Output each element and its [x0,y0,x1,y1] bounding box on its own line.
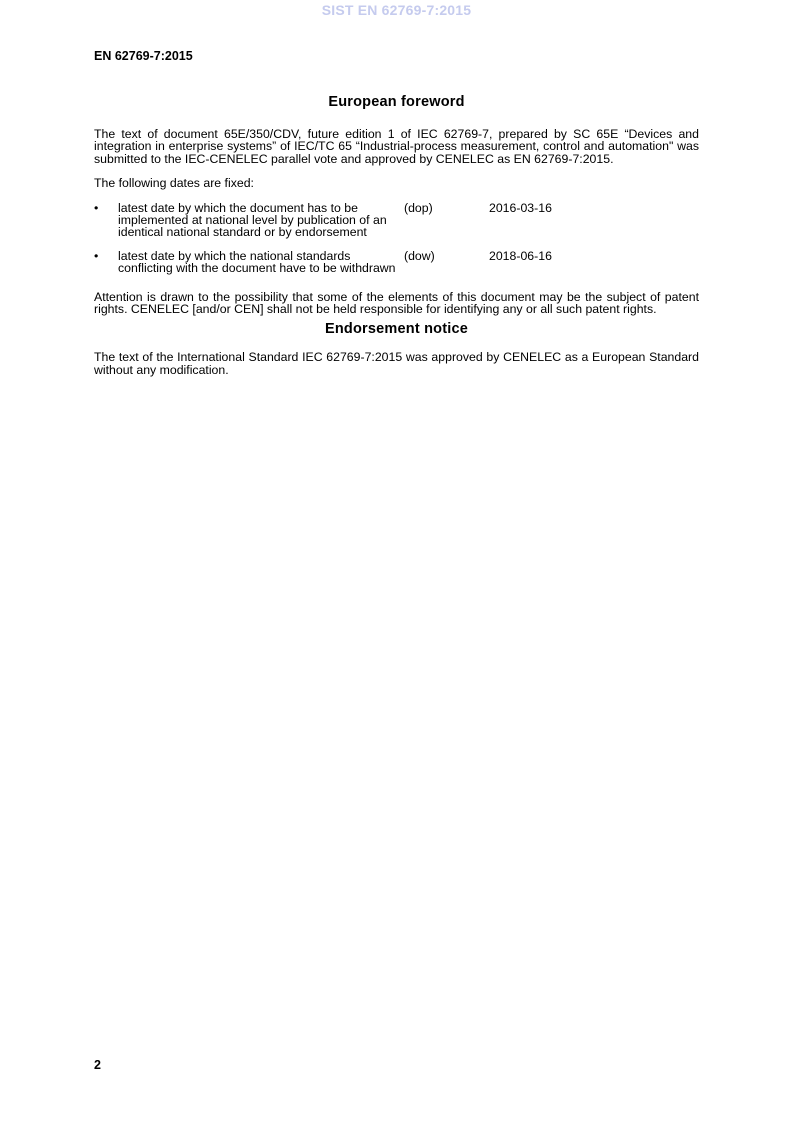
dates-list [94,202,699,275]
page-content [94,94,699,376]
bullet: • [94,200,99,215]
dates-intro: The following dates are fixed: [94,176,254,191]
date-value: 2016-03-16 [489,200,552,215]
bullet: • [94,248,99,263]
foreword-paragraph: The text of document 65E/350/CDV, future edition 1 of IEC 62769-7, prepared by SC 65E “Devices and integration in enterprise systems” of IEC/TC 65 “Industrial-process measurement, control and automation" was submitted to the IEC-CENELEC parallel vote and approved by CENELEC as EN 62769-7:2015. [94,127,699,166]
date-value: 2018-06-16 [489,248,552,263]
date-row-dop [94,202,699,239]
endorsement-paragraph: The text of the International Standard IEC 62769-7:2015 was approved by CENELEC as a European Standard without any modification. [94,350,699,377]
watermark: SIST EN 62769-7:2015 [321,2,472,18]
attention-paragraph: Attention is drawn to the possibility that some of the elements of this document may be the subject of patent rights. CENELEC [and/or CEN] shall not be held responsible for identifying any or all such patent rights. [94,289,699,317]
document-id: EN 62769-7:2015 [94,49,193,63]
date-description: latest date by which the national standards conflicting with the document have to be withdrawn [118,248,396,276]
date-abbreviation: (dop) [404,200,433,215]
date-row-dow [94,250,699,275]
foreword-heading: European foreword [328,94,465,110]
page-number: 2 [94,1058,101,1072]
date-description: latest date by which the document has to be implemented at national level by publication of an identical national standard or by endorsement [118,200,387,240]
date-abbreviation: (dow) [404,248,435,263]
endorsement-heading: Endorsement notice [325,321,468,338]
